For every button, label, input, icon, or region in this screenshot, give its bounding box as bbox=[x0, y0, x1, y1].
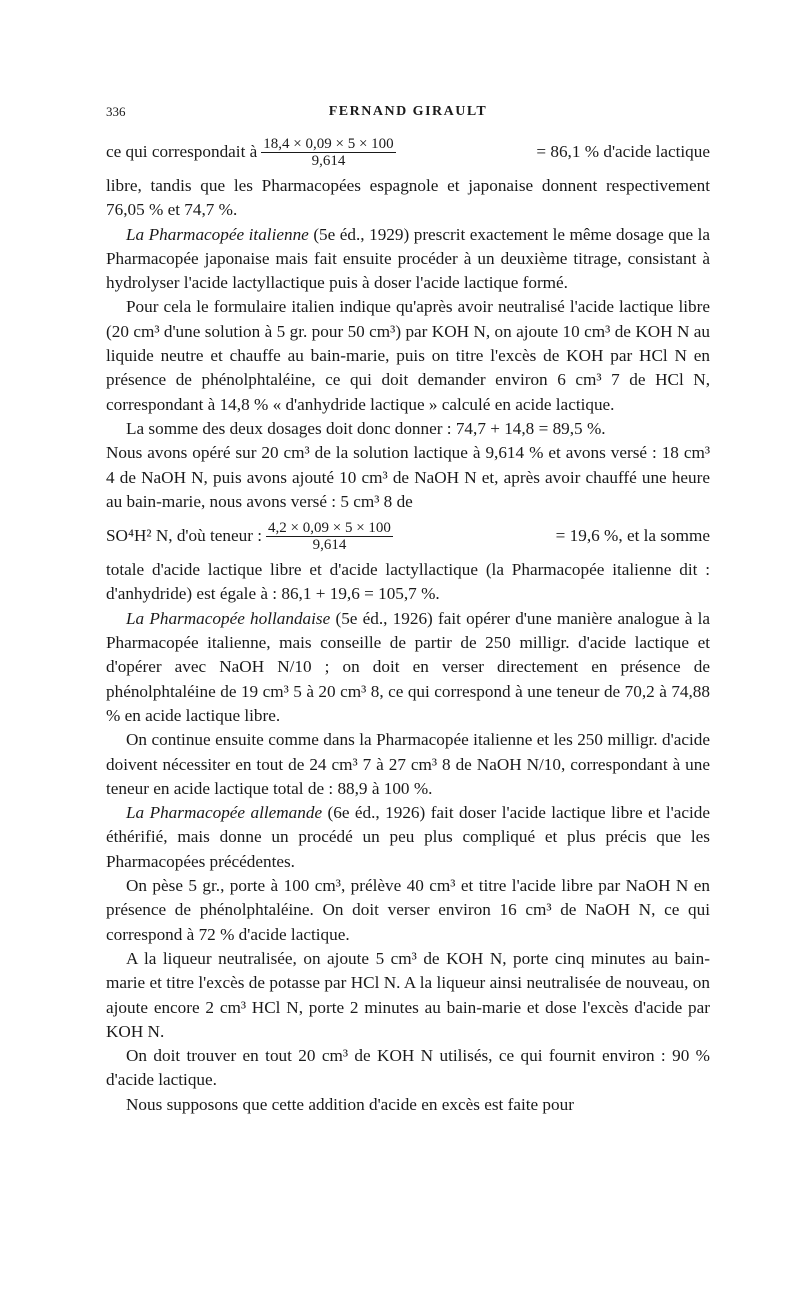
paragraph: Nous supposons que cette addition d'acide en excès est faite pour bbox=[126, 1094, 574, 1114]
fraction-2-numerator: 4,2 × 0,09 × 5 × 100 bbox=[268, 519, 391, 536]
paragraph: A la liqueur neutralisée, on ajoute 5 cm³ de KOH N, porte cinq minutes au bain-marie et titre l'excès de potasse par HCl N. A la liqueur ainsi neutralisée de nouveau, on ajoute encore 2 cm³ HCl N, porte 2 minutes au bain-marie et dose l'excès d'acide par KOH N. bbox=[106, 948, 710, 1041]
italic-title: La Pharmacopée hollandaise bbox=[126, 608, 331, 628]
fraction-1-denominator: 9,614 bbox=[311, 152, 346, 169]
paragraph-text: (5e éd., 1926) fait opérer d'une manière analogue à la Pharmacopée italienne, mais conseille de partir de 250 milligr. d'acide lactique et d'opérer avec NaOH N/10 ; on doit en verser directement en présence de phénolphtaléine de 19 cm³ 5 à 20 cm³ 8, ce qui correspond à une teneur de 70,2 à 74,88 % en acide lactique libre. bbox=[106, 608, 710, 725]
running-title: FERNAND GIRAULT bbox=[328, 104, 488, 119]
fraction-1 bbox=[261, 136, 395, 169]
paragraph bbox=[106, 801, 710, 874]
italic-title: La Pharmacopée italienne bbox=[126, 224, 309, 244]
page-number: 336 bbox=[106, 104, 126, 119]
paragraph: On pèse 5 gr., porte à 100 cm³, prélève 40 cm³ et titre l'acide libre par NaOH N en présence de phénolphtaléine. On doit verser environ 16 cm³ de NaOH N, ce qui correspond à 72 % d'acide lactique. bbox=[106, 876, 710, 944]
paragraph: La somme des deux dosages doit donc donner : 74,7 + 14,8 = 89,5 %. bbox=[126, 418, 606, 438]
text-body bbox=[106, 130, 710, 1117]
fraction-2-denominator: 9,614 bbox=[312, 536, 347, 553]
fraction-1-numerator: 18,4 × 0,09 × 5 × 100 bbox=[263, 135, 394, 152]
paragraph: Nous avons opéré sur 20 cm³ de la solution lactique à 9,614 % et avons versé : 18 cm³ 4 de NaOH N, puis avons ajouté 10 cm³ de NaOH N et, après avoir chauffé une heure au bain-marie, nous avons versé : 5 cm³ 8 de bbox=[106, 443, 710, 511]
paragraph: On doit trouver en tout 20 cm³ de KOH N utilisés, ce qui fournit environ : 90 % d'acide lactique. bbox=[106, 1046, 710, 1090]
formula-1-suffix: = 86,1 % d'acide lactique bbox=[536, 141, 710, 161]
formula-line-2 bbox=[106, 514, 710, 558]
fraction-2 bbox=[266, 520, 393, 553]
paragraph bbox=[106, 607, 710, 728]
formula-2-suffix: = 19,6 %, et la somme bbox=[555, 526, 710, 545]
paragraph-text: (6e éd., 1926) fait doser l'acide lactique libre et l'acide éthérifié, mais donne un procédé un peu plus compliqué et plus précis que les Pharmacopées précédentes. bbox=[106, 803, 710, 871]
page-header bbox=[106, 96, 710, 126]
paragraph: Pour cela le formulaire italien indique qu'après avoir neutralisé l'acide lactique libre (20 cm³ d'une solution à 5 gr. pour 50 cm³) par KOH N, on ajoute 10 cm³ de KOH N au liquide neutre et chauffe au bain-marie, puis on titre l'excès de KOH par HCl N en présence de phénolphtaléine, ce qui doit demander environ 6 cm³ 7 de HCl N, correspondant à 14,8 % « d'anhydride lactique » calculé en acide lactique. bbox=[106, 297, 710, 414]
formula-1-prefix: ce qui correspondait à bbox=[106, 141, 258, 161]
paragraph: On continue ensuite comme dans la Pharmacopée italienne et les 250 milligr. d'acide doivent nécessiter en tout de 24 cm³ 7 à 27 cm³ 8 de NaOH N/10, correspondant à une teneur en acide lactique total de : 88,9 à 100 %. bbox=[106, 730, 710, 798]
paragraph-text: (5e éd., 1929) prescrit exactement le même dosage que la Pharmacopée japonaise mais fait ensuite procéder à un deuxième titrage, consistant à hydrolyser l'acide lactyllactique puis à doser l'acide lactique formé. bbox=[106, 224, 710, 293]
paragraph: totale d'acide lactique libre et d'acide lactyllactique (la Pharmacopée italienne dit : d'anhydride) est égale à : 86,1 + 19,6 = 105,7 %. bbox=[106, 560, 710, 604]
paragraph: libre, tandis que les Pharmacopées espagnole et japonaise donnent respectivement 76,05 % et 74,7 %. bbox=[106, 176, 710, 220]
italic-title: La Pharmacopée allemande bbox=[126, 803, 323, 823]
formula-2-prefix: SO⁴H² N, d'où teneur : bbox=[106, 526, 263, 545]
formula-line-1 bbox=[106, 130, 710, 174]
paragraph bbox=[106, 223, 710, 296]
